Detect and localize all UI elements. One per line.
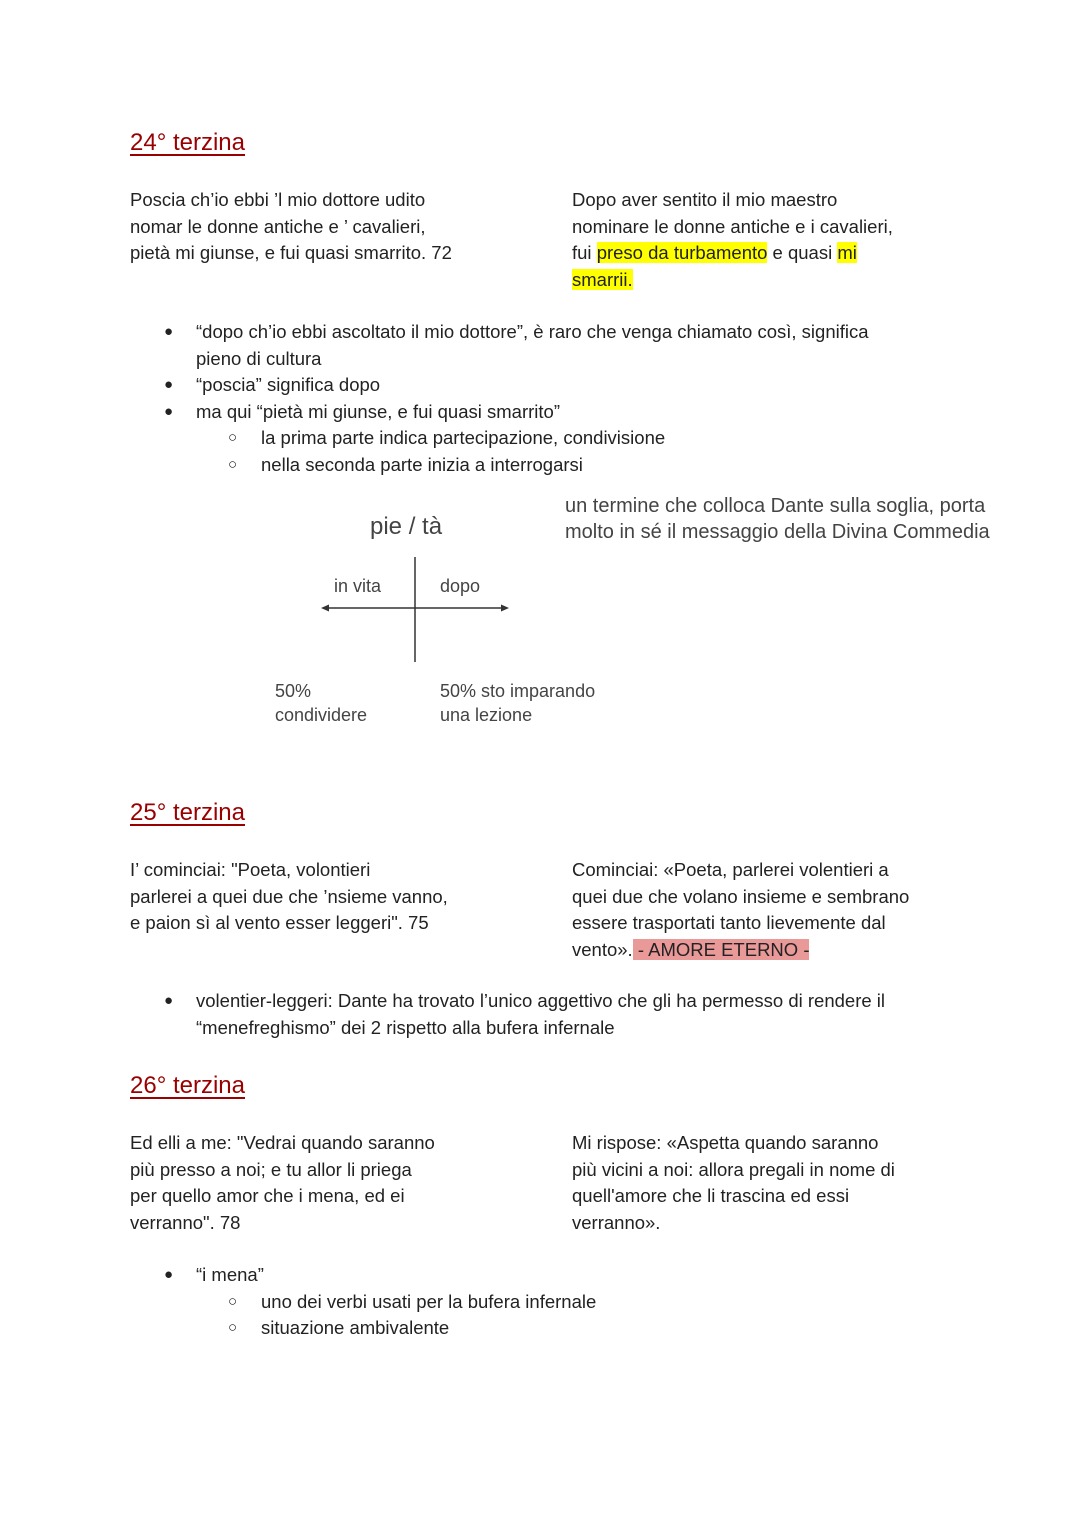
bullet-marker: ●	[164, 376, 174, 393]
notes-list-26	[130, 1262, 1010, 1342]
bullet-marker: ●	[164, 992, 174, 1009]
caption-line: condividere	[275, 705, 368, 725]
translation-line: quei due che volano insieme e sembrano	[572, 885, 910, 907]
note-line: un termine che colloca Dante sulla soglia, porta	[565, 495, 986, 517]
note-line: situazione ambivalente	[261, 1317, 450, 1338]
verse-line: I’ cominciai: "Poeta, volontieri	[130, 859, 371, 880]
verse-line: Ed elli a me: "Vedrai quando saranno	[130, 1132, 435, 1153]
list-item	[130, 988, 1010, 1041]
translation-line: Dopo aver sentito il mio maestro	[572, 189, 838, 210]
list-subitem	[130, 425, 1010, 452]
translation-line: essere trasportati tanto lievemente dal	[572, 912, 886, 933]
list-item	[130, 399, 1010, 426]
list-subitem	[130, 452, 1010, 479]
note-line: nella seconda parte inizia a interrogarsi	[261, 453, 583, 475]
left-arrowhead	[321, 605, 329, 612]
bullet-marker: ●	[164, 402, 174, 420]
verse-line: verranno". 78	[130, 1211, 241, 1233]
highlight-yellow: smarrii.	[572, 268, 633, 290]
caption-line: 50% sto imparando	[440, 681, 596, 701]
diagram-note	[565, 493, 990, 545]
verse-line: nomar le donne antiche e ’ cavalieri,	[130, 215, 426, 237]
translation-line: verranno».	[572, 1211, 661, 1233]
translation-line: Mi rispose: «Aspetta quando saranno	[572, 1132, 879, 1153]
note-line: “menefreghismo” dei 2 rispetto alla bufera infernale	[196, 1016, 615, 1038]
translation-line: più vicini a noi: allora pregali in nome di	[572, 1158, 895, 1180]
note-line: “dopo ch’io ebbi ascoltato il mio dottore”, è raro che venga chiamato così, significa	[196, 321, 869, 342]
subbullet-marker: ○	[228, 429, 238, 446]
note-line: pieno di cultura	[196, 347, 322, 369]
translation-24	[572, 187, 893, 293]
verse-line: parlerei a quei due che ’nsieme vanno,	[130, 885, 448, 907]
bullet-marker: ●	[164, 323, 174, 340]
note-line: molto in sé il messaggio della Divina Commedia	[565, 521, 990, 543]
caption-line: una lezione	[440, 705, 533, 725]
original-verse-25	[130, 857, 448, 937]
notes-list-24	[130, 319, 1010, 478]
diagram-left-caption	[275, 679, 367, 727]
note-line: volentier-leggeri: Dante ha trovato l’unico aggettivo che gli ha permesso di rendere il	[196, 990, 885, 1011]
note-line: uno dei verbi usati per la bufera infernale	[261, 1290, 597, 1312]
section-heading-26: 26° terzina	[130, 1072, 245, 1099]
bullet-marker: ●	[164, 1266, 174, 1283]
translation-line	[572, 240, 893, 267]
translation-line: quell'amore che li trascina ed essi	[572, 1185, 850, 1206]
text: fui	[572, 242, 597, 263]
timeline-axes	[315, 555, 515, 670]
translation-line	[572, 267, 893, 294]
verse-line: per quello amor che i mena, ed ei	[130, 1185, 405, 1206]
verse-line: e paion sì al vento esser leggeri". 75	[130, 912, 429, 933]
note-line: la prima parte indica partecipazione, condivisione	[261, 427, 666, 448]
diagram-title: pie / tà	[370, 513, 443, 540]
list-subitem	[130, 1315, 1010, 1342]
text: e quasi	[767, 242, 838, 263]
translation-line	[572, 937, 909, 964]
subbullet-marker: ○	[228, 1319, 238, 1336]
list-item	[130, 372, 1010, 399]
diagram-right-label: dopo	[440, 576, 481, 596]
notes-list-25	[130, 988, 1010, 1041]
list-item	[130, 319, 1010, 372]
original-verse-26	[130, 1130, 435, 1236]
verse-line: pietà mi giunse, e fui quasi smarrito. 72	[130, 242, 452, 263]
section-heading-24: 24° terzina	[130, 129, 245, 156]
note-line: “i mena”	[196, 1264, 264, 1285]
text: vento».	[572, 938, 633, 960]
subbullet-marker: ○	[228, 1292, 238, 1310]
right-arrowhead	[501, 605, 509, 612]
verse-line: più presso a noi; e tu allor li priega	[130, 1158, 412, 1180]
verse-line: Poscia ch’io ebbi ’l mio dottore udito	[130, 189, 426, 210]
caption-line: 50%	[275, 681, 312, 701]
subbullet-marker: ○	[228, 455, 238, 473]
translation-25	[572, 857, 909, 963]
list-item	[130, 1262, 1010, 1289]
translation-26	[572, 1130, 895, 1236]
translation-line: nominare le donne antiche e i cavalieri,	[572, 215, 893, 237]
translation-line: Cominciai: «Poeta, parlerei volentieri a	[572, 859, 889, 880]
highlight-red: - AMORE ETERNO -	[632, 938, 810, 960]
diagram-left-label: in vita	[334, 576, 382, 596]
highlight-yellow: preso da turbamento	[596, 242, 768, 263]
note-line: “poscia” significa dopo	[196, 374, 381, 395]
note-line: ma qui “pietà mi giunse, e fui quasi smarrito”	[196, 400, 560, 422]
highlight-yellow: mi	[837, 242, 857, 263]
diagram-right-caption	[440, 679, 595, 727]
section-heading-25: 25° terzina	[130, 799, 245, 826]
list-subitem	[130, 1289, 1010, 1316]
original-verse-24	[130, 187, 452, 267]
